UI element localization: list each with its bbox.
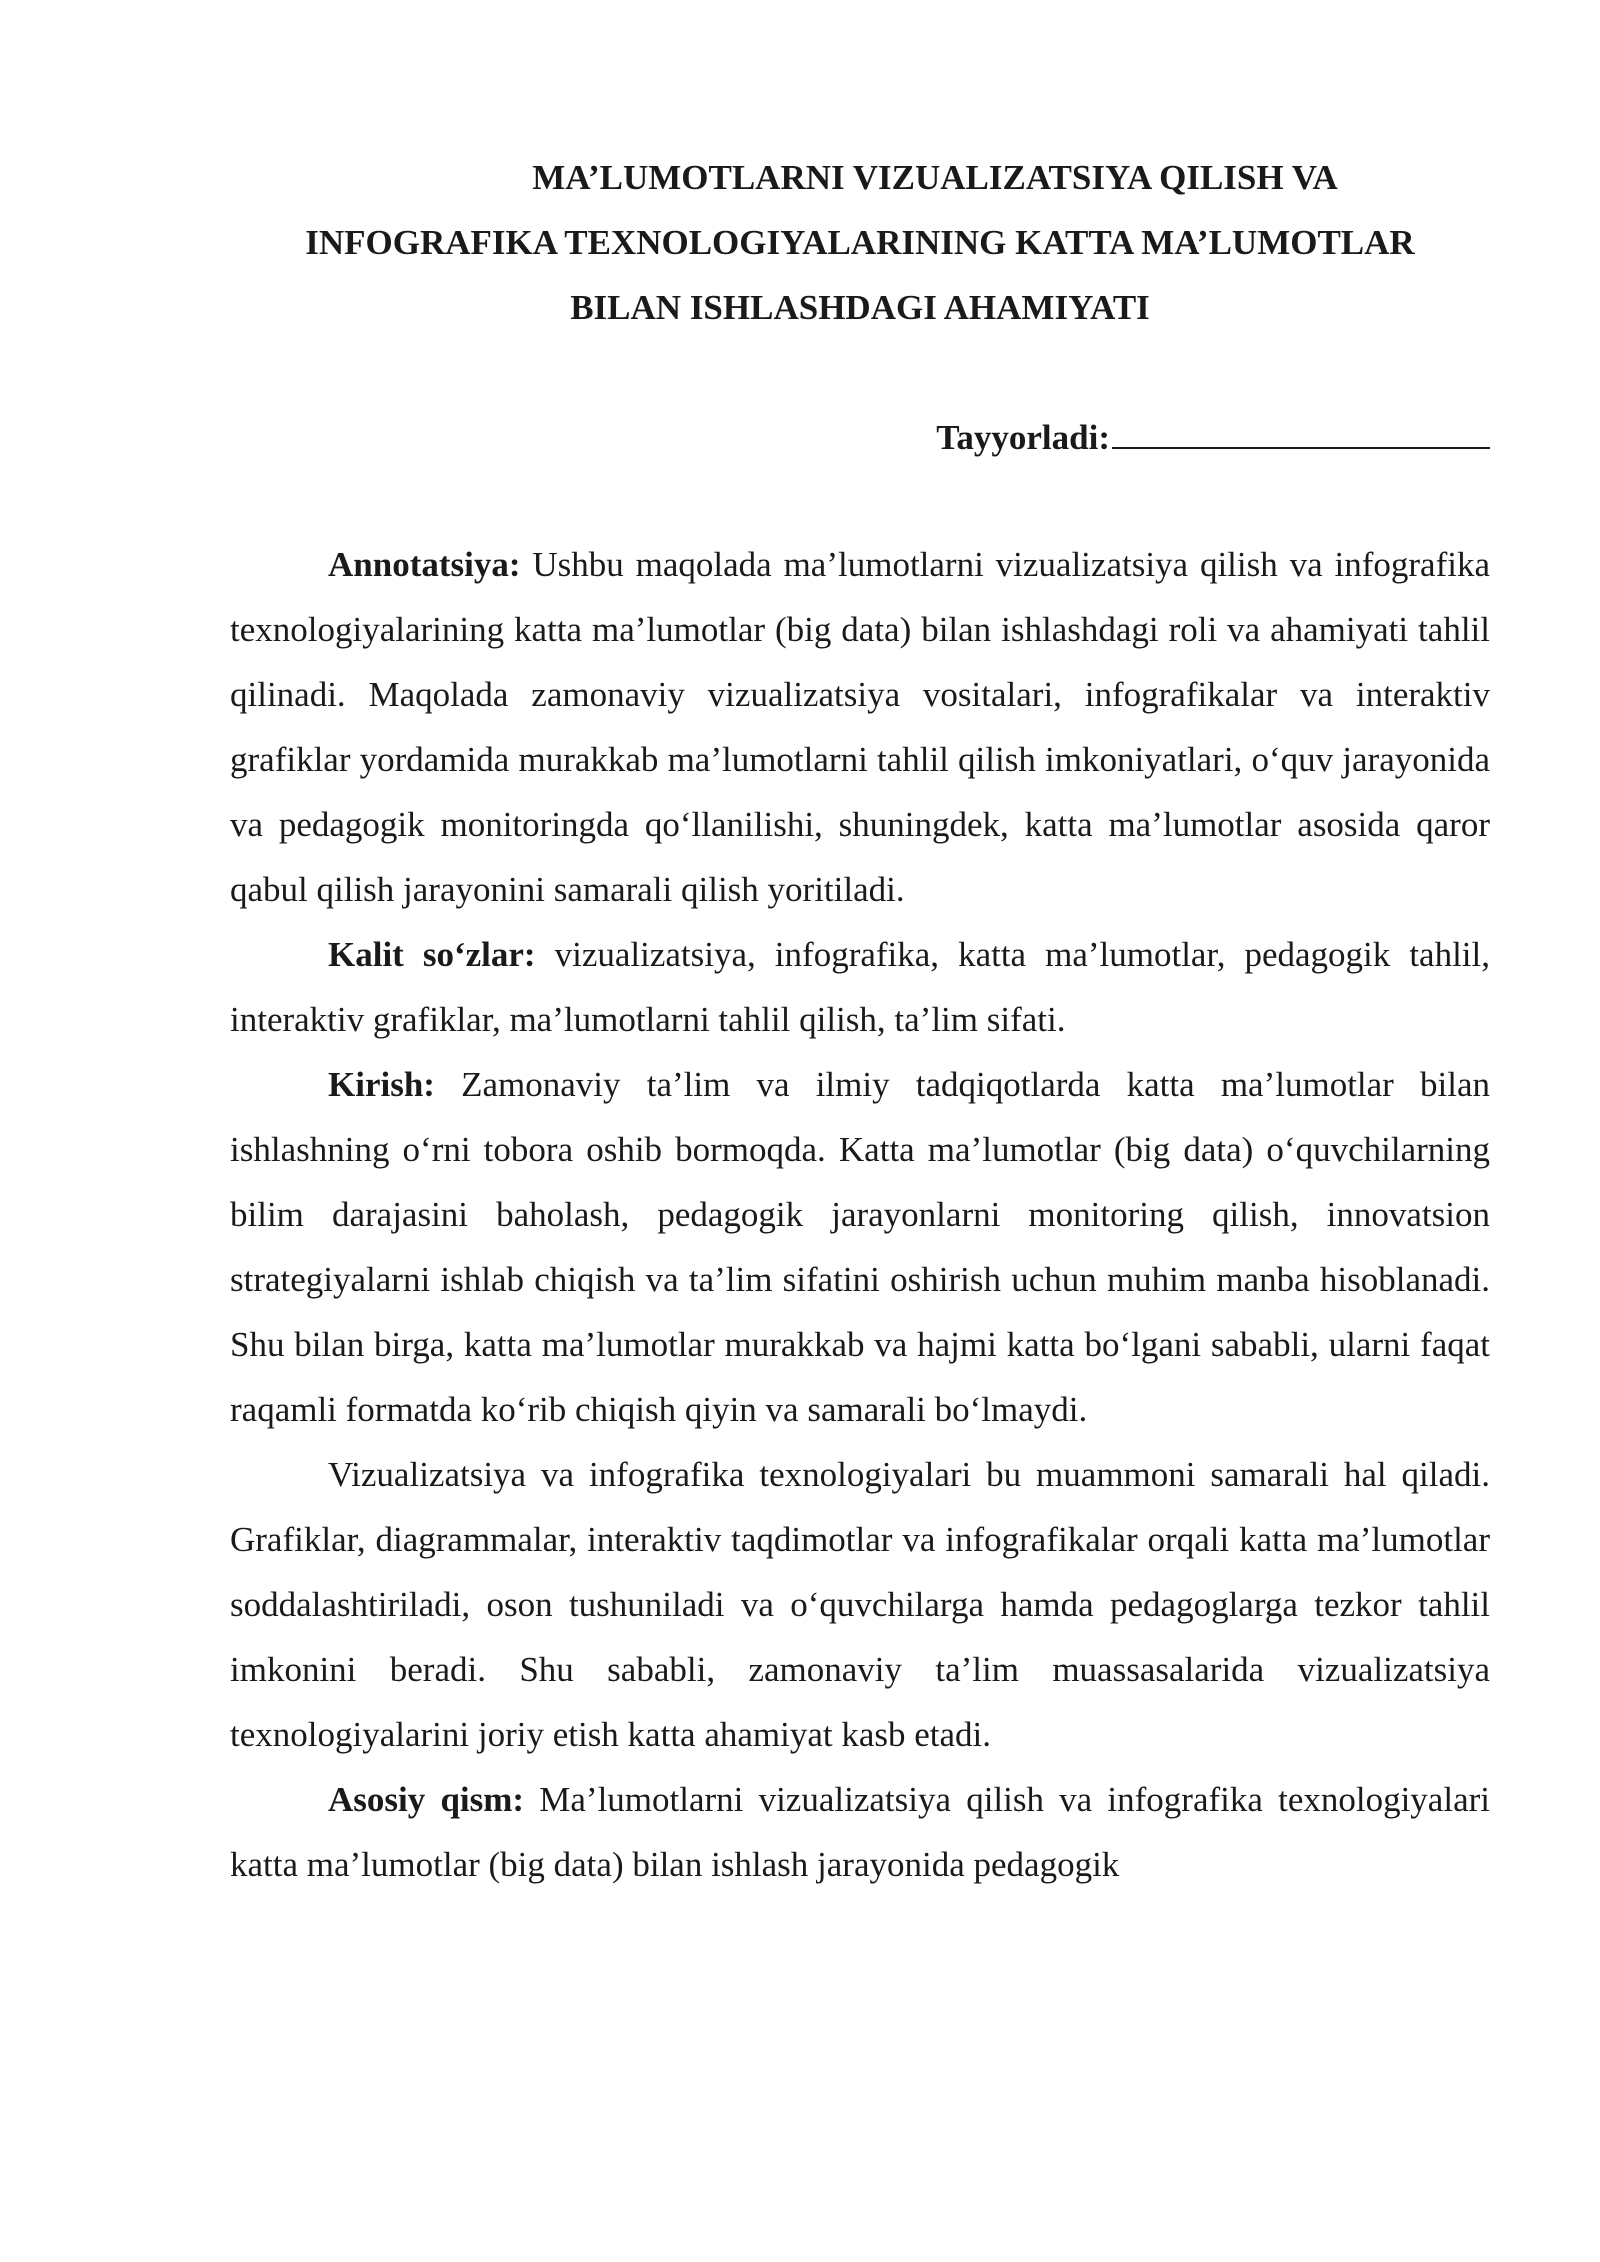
paragraph-text: Vizualizatsiya va infografika texnologiyalari bu muammoni samarali hal qiladi. Grafiklar, diagrammalar, interaktiv taqdimotlar va infografikalar orqali katta ma’lumotlar soddalashtiriladi, oson tushuniladi va o‘quvchilarga hamda pedagoglarga tezkor tahlil imkonini beradi. Shu sababli, zamonaviy ta’lim muassasalarida vizualizatsiya texnologiyalarini joriy etish katta ahamiyat kasb etadi. [230, 1455, 1490, 1754]
paragraph-text: Ushbu maqolada ma’lumotlarni vizualizatsiya qilish va infografika texnologiyalarining katta ma’lumotlar (big data) bilan ishlashdagi roli va ahamiyati tahlil qilinadi. Maqolada zamonaviy vizualizatsiya vositalari, infografikalar va interaktiv grafiklar yordamida murakkab ma’lumotlarni tahlil qilish imkoniyatlari, o‘quv jarayonida va pedagogik monitoringda qo‘llanilishi, shuningdek, katta ma’lumotlar asosida qaror qabul qilish jarayonini samarali qilish yoritiladi. [230, 545, 1490, 909]
title-line-3: BILAN ISHLASHDAGI AHAMIYATI [570, 288, 1150, 327]
paragraph-text: Zamonaviy ta’lim va ilmiy tadqiqotlarda katta ma’lumotlar bilan ishlashning o‘rni tobora oshib bormoqda. Katta ma’lumotlar (big data) o‘quvchilarning bilim darajasini baholash, pedagogik jarayonlarni monitoring qilish, innovatsion strategiyalarni ishlab chiqish va ta’lim sifatini oshirish uchun muhim manba hisoblanadi. Shu bilan birga, katta ma’lumotlar murakkab va hajmi katta bo‘lgani sababli, ularni faqat raqamli formatda ko‘rib chiqish qiyin va samarali bo‘lmaydi. [230, 1065, 1490, 1429]
paragraph-introduction [230, 1052, 1490, 1442]
author-blank-field [1112, 407, 1490, 449]
paragraph-keywords [230, 922, 1490, 1052]
document-title [230, 145, 1490, 340]
paragraph-lead: Kalit so‘zlar: [328, 935, 536, 974]
title-line-2: INFOGRAFIKA TEXNOLOGIYALARINING KATTA MA’LUMOTLAR [305, 223, 1415, 262]
paragraph-lead: Kirish: [328, 1065, 435, 1104]
paragraph-visualization [230, 1442, 1490, 1767]
paragraph-annotation [230, 532, 1490, 922]
document-body [230, 532, 1490, 1897]
author-label: Tayyorladi: [936, 418, 1110, 457]
paragraph-lead: Annotatsiya: [328, 545, 521, 584]
author-line [700, 405, 1490, 470]
title-line-1: MA’LUMOTLARNI VIZUALIZATSIYA QILISH VA [532, 158, 1338, 197]
paragraph-lead: Asosiy qism: [328, 1780, 525, 1819]
paragraph-text: Ma’lumotlarni vizualizatsiya qilish va infografika texnologiyalari katta ma’lumotlar (big data) bilan ishlash jarayonida pedagogik [230, 1780, 1490, 1884]
paragraph-text: vizualizatsiya, infografika, katta ma’lumotlar, pedagogik tahlil, interaktiv grafiklar, ma’lumotlarni tahlil qilish, ta’lim sifati. [230, 935, 1490, 1039]
paragraph-main-part [230, 1767, 1490, 1897]
